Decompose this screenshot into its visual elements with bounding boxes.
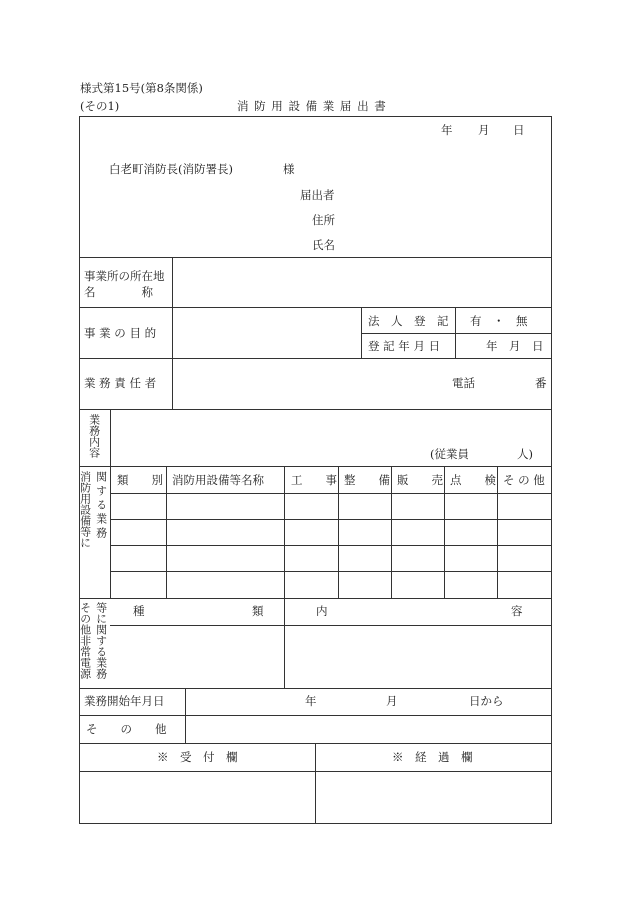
other-content-label: 内 <box>316 604 328 618</box>
manager-label: 業 務 責 任 者 <box>84 376 157 390</box>
equipment-header-construction: 工 事 <box>291 473 337 487</box>
date-month-label: 月 <box>478 123 490 137</box>
start-month-label: 月 <box>386 694 398 708</box>
purpose-label: 事 業 の 目 的 <box>84 326 157 340</box>
equipment-header-inspection: 点 検 <box>450 473 496 487</box>
yes-no-option: 有 ・ 無 <box>470 314 528 328</box>
addressee: 白老町消防長(消防署長) <box>109 162 233 176</box>
business-content-label: 業務内容 <box>87 414 101 458</box>
start-year-label: 年 <box>305 694 317 708</box>
equipment-side-label-1: 消防用設備等に <box>78 471 92 548</box>
equipment-header-sales: 販 売 <box>397 473 443 487</box>
phone-label: 電話 <box>452 376 475 390</box>
misc-label: そ の 他 <box>86 722 167 736</box>
equipment-header-other: そ の 他 <box>503 473 545 487</box>
reception-column-label: ※ 受 付 欄 <box>157 750 238 764</box>
employees-label: (従業員 <box>430 447 469 461</box>
name-label: 氏名 <box>312 238 335 252</box>
registration-date-label: 登 記 年 月 日 <box>368 339 441 353</box>
other-kind-label: 種 <box>133 604 145 618</box>
phone-number-suffix: 番 <box>535 376 547 390</box>
registration-date-value: 年 月 日 <box>486 339 544 353</box>
progress-column-label: ※ 経 過 欄 <box>392 750 473 764</box>
applicant-label: 届出者 <box>300 188 335 202</box>
date-year-label: 年 <box>441 123 453 137</box>
form-number: 様式第15号(第8条関係) <box>80 81 203 95</box>
start-from-label: 日から <box>469 694 504 708</box>
equipment-header-name: 消防用設備等名称 <box>172 473 264 487</box>
form-subnumber: (その1) <box>80 99 120 113</box>
office-location-label: 事業所の所在地 <box>84 269 165 283</box>
equipment-header-category: 類 別 <box>117 473 163 487</box>
date-day-label: 日 <box>513 123 525 137</box>
start-date-label: 業務開始年月日 <box>84 694 165 708</box>
equipment-header-maintenance: 整 備 <box>344 473 390 487</box>
employees-unit: 人) <box>517 447 533 461</box>
other-form-label: 容 <box>511 604 523 618</box>
office-name-label: 名 称 <box>84 285 153 299</box>
equipment-side-label-2: 関する業務 <box>94 471 108 541</box>
other-type-label: 類 <box>252 604 264 618</box>
addressee-honorific: 様 <box>283 162 295 176</box>
page-title: 消 防 用 設 備 業 届 出 書 <box>237 99 387 113</box>
other-side-label-1: その他非常電源 <box>78 602 92 679</box>
corp-registration-label: 法 人 登 記 <box>368 314 449 328</box>
address-label: 住所 <box>312 213 335 227</box>
other-side-label-2: 等に関する業務 <box>94 602 108 679</box>
